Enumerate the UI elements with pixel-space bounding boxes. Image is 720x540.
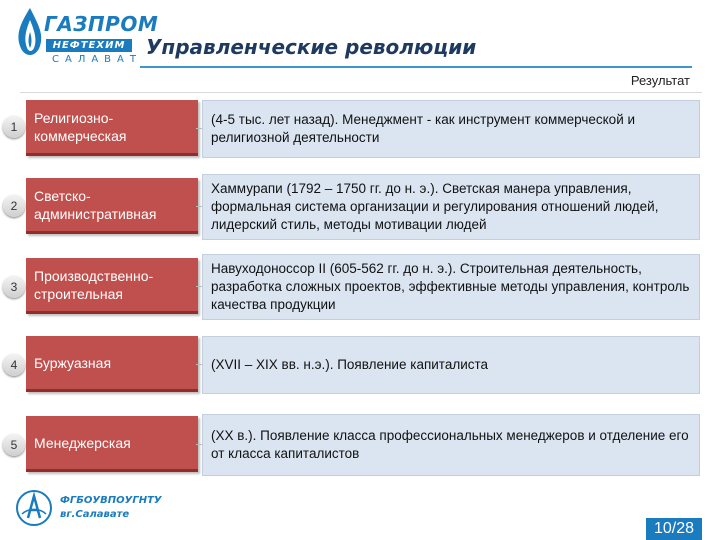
page-number: 10/28 <box>646 518 702 540</box>
university-emblem-icon <box>14 488 54 528</box>
page-title: Управленческие революции <box>146 35 477 59</box>
revolution-result: (XX в.). Появление класса профессиональных менеджеров и отделение его от класса капиталистов <box>202 414 700 476</box>
row-number: 3 <box>3 276 25 298</box>
revolution-name: Менеджерская <box>26 416 198 472</box>
revolution-name: Буржуазная <box>26 336 198 392</box>
gazprom-logo <box>10 6 159 72</box>
logo-brand: ГАЗПРОМ <box>44 12 159 36</box>
logo-subtitle: НЕФТЕХИМ <box>46 39 132 52</box>
revolution-result: Навуходоноссор II (605-562 гг. до н. э.). Строительная деятельность, разработка сложных проектов, эффективные методы управления, контроль качества продукции <box>202 254 700 320</box>
row-number: 1 <box>3 116 25 138</box>
divider <box>20 92 702 93</box>
revolution-name: Религиозно-коммерческая <box>26 100 198 156</box>
row-number: 4 <box>3 354 25 376</box>
revolution-result: Хаммурапи (1792 – 1750 гг. до н. э.). Светская манера управления, формальная система организации и регулирования отношений людей, лидерский стиль, методы мотивации людей <box>202 174 700 240</box>
revolution-name: Светско-административная <box>26 178 198 234</box>
footer-org-line1: ФГБОУВПОУГНТУ <box>60 495 162 506</box>
title-underline <box>140 66 692 68</box>
revolution-result: (XVII – XIX вв. н.э.). Появление капиталиста <box>202 336 700 394</box>
row-number: 5 <box>3 434 25 456</box>
revolution-result: (4-5 тыс. лет назад). Менеджмент - как инструмент коммерческой и религиозной деятельности <box>202 100 700 158</box>
footer-organization <box>60 494 162 522</box>
revolution-name: Производственно-строительная <box>26 258 198 314</box>
logo-city: САЛАВАТ <box>52 54 142 65</box>
result-column-label: Результат <box>630 73 690 88</box>
footer-org-line2: вг.Салавате <box>60 509 130 520</box>
row-number: 2 <box>3 195 25 217</box>
